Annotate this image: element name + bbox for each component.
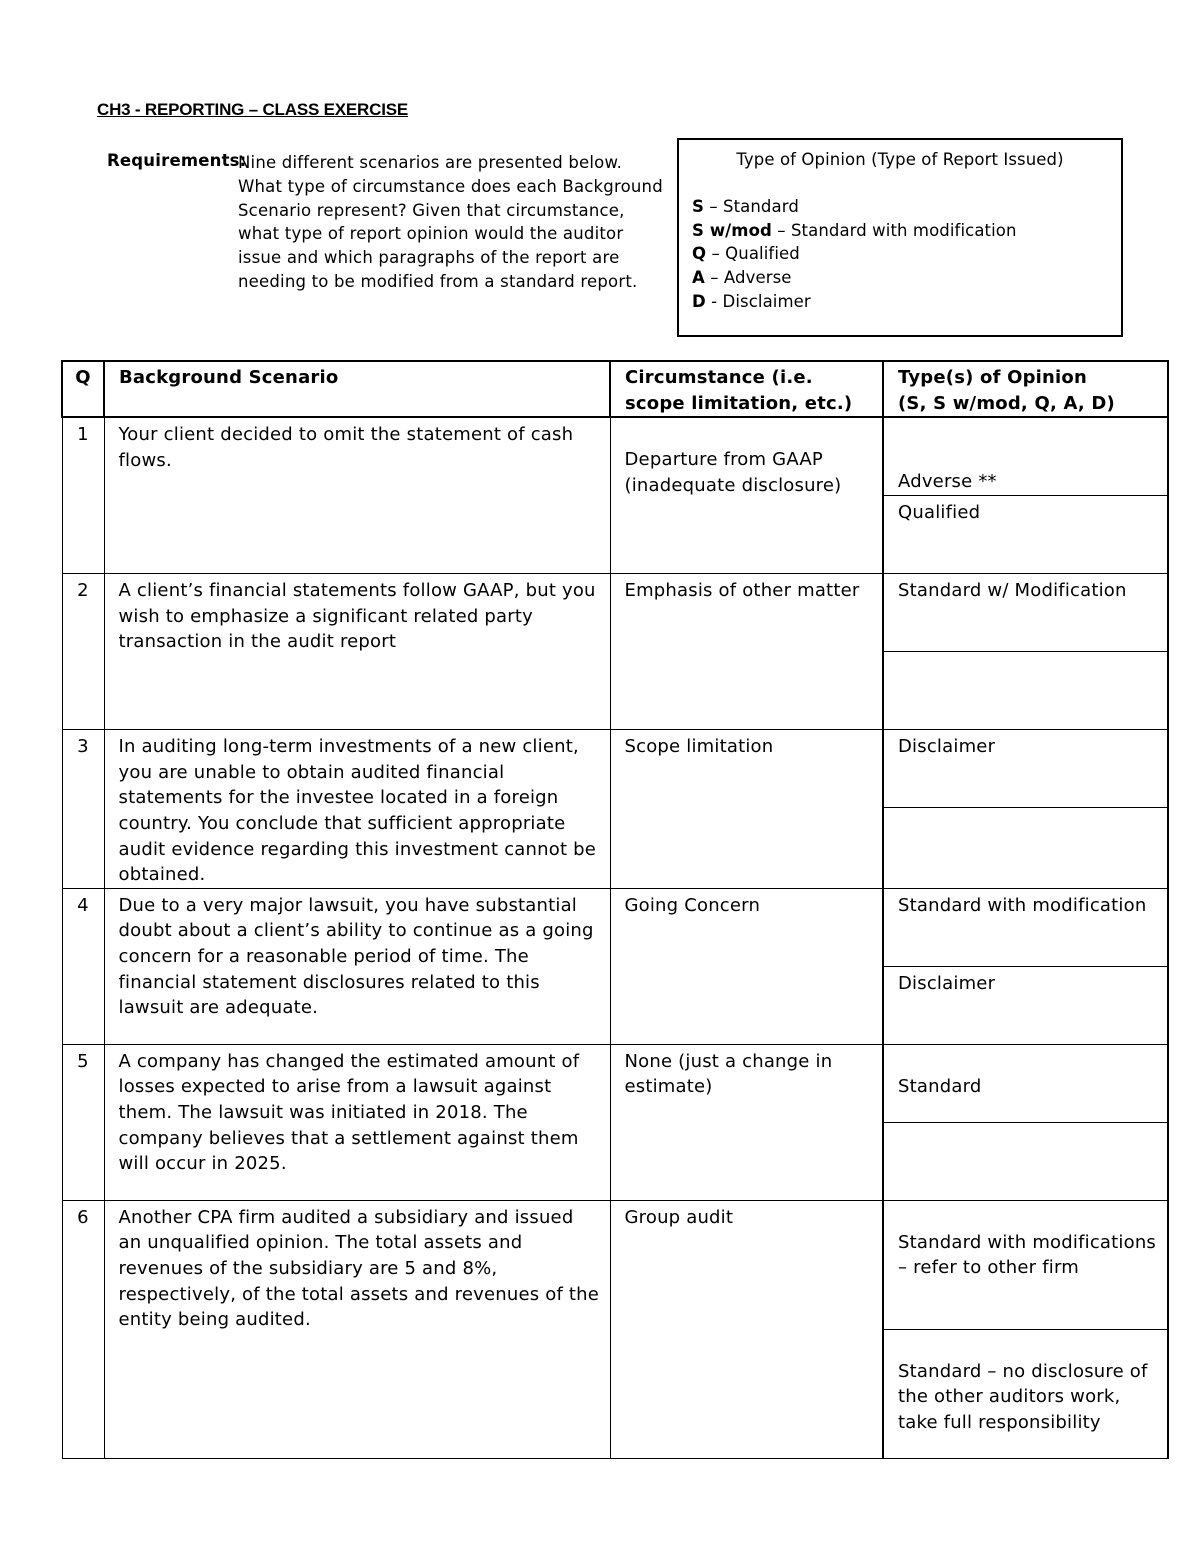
row-number: 2 — [62, 574, 104, 730]
legend-desc: – Standard with modification — [771, 220, 1017, 240]
legend-code: S — [692, 196, 704, 216]
opinion-answer-a: Standard — [884, 1045, 1167, 1123]
scenario-cell: A client’s financial statements follow GAAP, but you wish to emphasize a significant related party transaction in the audit report — [104, 574, 610, 730]
opinion-answer-b — [884, 652, 1167, 729]
circumstance-cell: Departure from GAAP (inadequate disclosure) — [610, 417, 883, 574]
opinion-cell — [883, 574, 1168, 730]
page-title: CH3 - REPORTING – CLASS EXERCISE — [97, 100, 408, 119]
scenario-cell: A company has changed the estimated amount of losses expected to arise from a lawsuit against them. The lawsuit was initiated in 2018. The company believes that a settlement against them will occur in 2025. — [104, 1044, 610, 1200]
legend-code: Q — [692, 244, 707, 264]
legend-item-qualified — [692, 242, 1121, 266]
opinion-cell — [883, 417, 1168, 574]
scenario-cell: Another CPA firm audited a subsidiary and issued an unqualified opinion. The total assets and revenues of the subsidiary are 5 and 8%, respectively, of the total assets and revenues of the entity being audited. — [104, 1200, 610, 1458]
opinion-answer-a: Standard with modifications – refer to other firm — [884, 1201, 1167, 1330]
legend-item-disclaimer — [692, 290, 1121, 314]
legend-desc: – Standard — [703, 196, 799, 216]
row-number: 5 — [62, 1044, 104, 1200]
header-q: Q — [62, 361, 104, 417]
legend-desc: – Adverse — [704, 268, 792, 288]
scenario-table — [61, 360, 1169, 1459]
circumstance-cell: None (just a change in estimate) — [610, 1044, 883, 1200]
table-row — [62, 888, 1168, 1044]
row-number: 4 — [62, 888, 104, 1044]
opinion-answer-b — [884, 808, 1167, 885]
row-number: 6 — [62, 1200, 104, 1458]
legend-item-adverse — [692, 266, 1121, 290]
circumstance-cell: Scope limitation — [610, 730, 883, 889]
opinion-answer-a: Standard w/ Modification — [884, 574, 1167, 652]
legend-code: D — [692, 291, 706, 311]
legend-code: S w/mod — [692, 220, 772, 240]
table-row — [62, 1200, 1168, 1458]
opinion-cell — [883, 1200, 1168, 1458]
opinion-answer-a: Disclaimer — [884, 730, 1167, 808]
opinion-answer-b: Disclaimer — [898, 972, 996, 994]
opinion-answer-b — [884, 1123, 1167, 1200]
scenario-cell: In auditing long-term investments of a new client, you are unable to obtain audited financial statements for the investee located in a foreign country. You conclude that sufficient appropriate audit evidence regarding this investment cannot be obtained. — [104, 730, 610, 889]
header-background-scenario: Background Scenario — [104, 361, 610, 417]
opinion-answer-b: Standard – no disclosure of the other auditors work, take full responsibility — [898, 1360, 1148, 1433]
legend-desc: - Disclaimer — [705, 291, 811, 311]
row-number: 3 — [62, 730, 104, 889]
header-type-of-opinion — [883, 361, 1168, 417]
scenario-cell: Due to a very major lawsuit, you have substantial doubt about a client’s ability to continue as a going concern for a reasonable period of time. The financial statement disclosures related to this lawsuit are adequate. — [104, 888, 610, 1044]
table-row — [62, 417, 1168, 574]
opinion-cell — [883, 1044, 1168, 1200]
header-opinion-line1: Type(s) of Opinion — [898, 367, 1087, 388]
opinion-cell — [883, 730, 1168, 889]
legend-code: A — [692, 268, 705, 288]
row-number: 1 — [62, 417, 104, 574]
legend-title: Type of Opinion (Type of Report Issued) — [736, 150, 1064, 169]
table-header-row — [62, 361, 1168, 417]
scenario-cell: Your client decided to omit the statement of cash flows. — [104, 417, 610, 574]
opinion-answer-a: Standard with modification — [884, 889, 1167, 967]
header-circumstance: Circumstance (i.e. scope limitation, etc.) — [610, 361, 883, 417]
opinion-cell — [883, 888, 1168, 1044]
legend-desc: – Qualified — [706, 244, 800, 264]
requirements-text: Nine different scenarios are presented below. What type of circumstance does each Background Scenario represent? Given that circumstance, what type of report opinion would the auditor issue and which paragraphs of the report are needing to be modified from a standard report. — [238, 153, 663, 291]
circumstance-cell: Emphasis of other matter — [610, 574, 883, 730]
circumstance-cell: Group audit — [610, 1200, 883, 1458]
opinion-legend-box — [677, 138, 1123, 337]
opinion-answer-a: Adverse ** — [884, 418, 1167, 496]
circumstance-cell: Going Concern — [610, 888, 883, 1044]
table-row — [62, 1044, 1168, 1200]
opinion-answer-b: Qualified — [898, 502, 981, 524]
table-row — [62, 730, 1168, 889]
table-row — [62, 574, 1168, 730]
header-opinion-line2: (S, S w/mod, Q, A, D) — [898, 392, 1115, 414]
requirements-label: Requirements: — [107, 151, 247, 170]
legend-item-standard-with-modification — [692, 219, 1121, 243]
legend-item-standard — [692, 195, 1121, 219]
